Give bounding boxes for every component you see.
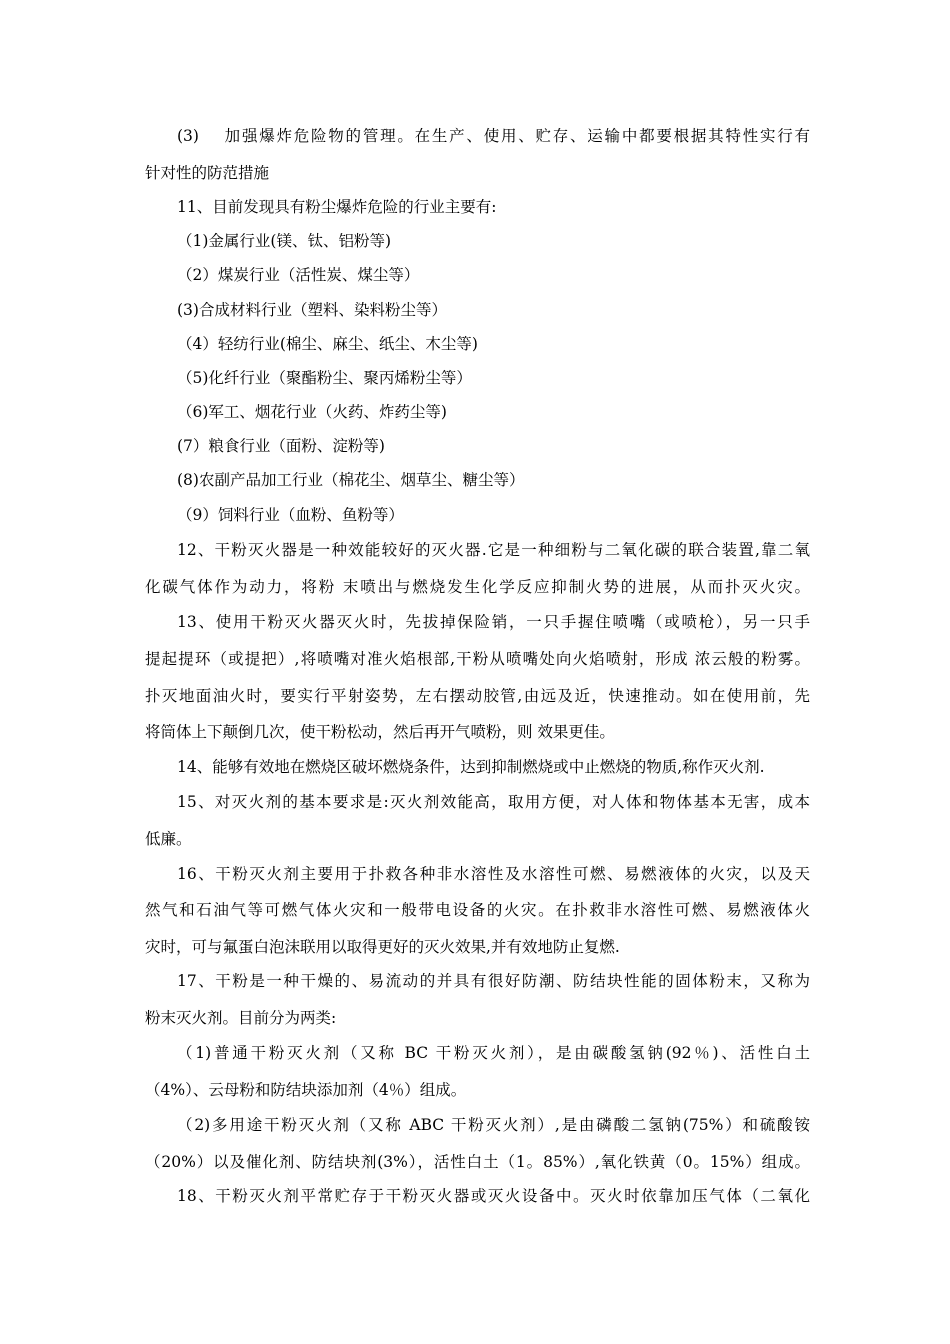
text-line: （4）轻纺行业(棉尘、麻尘、纸尘、木尘等) bbox=[177, 335, 478, 353]
text-line: （20%）以及催化剂、防结块剂(3%），活性白土（1。85%）,氧化铁黄（0。15%）组成。 bbox=[145, 1153, 810, 1171]
text-line: （1)普通干粉灭火剂（又称 BC 干粉灭火剂），是由碳酸氢钠(92％)、活性白土 bbox=[177, 1044, 810, 1062]
text-line: 化碳气体作为动力，将粉 末喷出与燃烧发生化学反应抑制火势的进展，从而扑灭火灾。 bbox=[145, 578, 810, 596]
text-line: (3)合成材料行业（塑料、染料粉尘等） bbox=[177, 301, 447, 319]
text-line: 灾时，可与氟蛋白泡沫联用以取得更好的灭火效果,并有效地防止复燃. bbox=[145, 938, 620, 956]
text-line: 粉末灭火剂。目前分为两类: bbox=[145, 1009, 337, 1027]
text-line: （4%）、云母粉和防结块添加剂（4％）组成。 bbox=[145, 1081, 467, 1099]
text-line: 扑灭地面油火时，要实行平射姿势，左右摆动胶管,由远及近，快速推动。如在使用前，先 bbox=[145, 687, 810, 705]
text-line: 18、干粉灭火剂平常贮存于干粉灭火器或灭火设备中。灭火时依靠加压气体（二氧化 bbox=[177, 1187, 810, 1205]
text-line: 然气和石油气等可燃气体火灾和一般带电设备的火灾。在扑救非水溶性可燃、易燃液体火 bbox=[145, 901, 810, 919]
text-line: 17、干粉是一种干燥的、易流动的并具有很好防潮、防结块性能的固体粉末，又称为 bbox=[177, 972, 810, 990]
text-line: 针对性的防范措施 bbox=[145, 164, 270, 182]
text-line: （2）煤炭行业（活性炭、煤尘等） bbox=[177, 266, 420, 284]
text-line: 13、使用干粉灭火器灭火时，先拔掉保险销，一只手握住喷嘴（或喷枪），另一只手 bbox=[177, 613, 810, 631]
text-line: 低廉。 bbox=[145, 830, 192, 848]
text-line: 11、目前发现具有粉尘爆炸危险的行业主要有: bbox=[177, 198, 497, 216]
text-line: （6)军工、烟花行业（火药、炸药尘等) bbox=[177, 403, 447, 421]
text-line: （5)化纤行业（聚酯粉尘、聚丙烯粉尘等） bbox=[177, 369, 472, 387]
text-line: 15、对灭火剂的基本要求是:灭火剂效能高，取用方便，对人体和物体基本无害，成本 bbox=[177, 793, 810, 811]
text-line: (8)农副产品加工行业（棉花尘、烟草尘、糖尘等） bbox=[177, 471, 525, 489]
text-line: 12、干粉灭火器是一种效能较好的灭火器.它是一种细粉与二氧化碳的联合装置,靠二氧 bbox=[177, 541, 810, 559]
text-line: （9）饲料行业（血粉、鱼粉等） bbox=[177, 506, 404, 524]
text-line: 将筒体上下颠倒几次，使干粉松动，然后再开气喷粉，则 效果更佳。 bbox=[145, 723, 615, 741]
text-line: 14、能够有效地在燃烧区破坏燃烧条件，达到抑制燃烧或中止燃烧的物质,称作灭火剂. bbox=[177, 758, 765, 776]
text-line: （1)金属行业(镁、钛、铝粉等) bbox=[177, 232, 392, 250]
text-line: （2)多用途干粉灭火剂（又称 ABC 干粉灭火剂）,是由磷酸二氢钠(75%）和硫酸铵 bbox=[177, 1116, 810, 1134]
text-line: 16、干粉灭火剂主要用于扑救各种非水溶性及水溶性可燃、易燃液体的火灾，以及天 bbox=[177, 865, 810, 883]
text-line: 提起提环（或提把）,将喷嘴对准火焰根部,干粉从喷嘴处向火焰喷射，形成 浓云般的粉雾。 bbox=[145, 650, 810, 668]
text-line: (3) 加强爆炸危险物的管理。在生产、使用、贮存、运输中都要根据其特性实行有 bbox=[177, 127, 810, 145]
text-line: (7）粮食行业（面粉、淀粉等) bbox=[177, 437, 385, 455]
